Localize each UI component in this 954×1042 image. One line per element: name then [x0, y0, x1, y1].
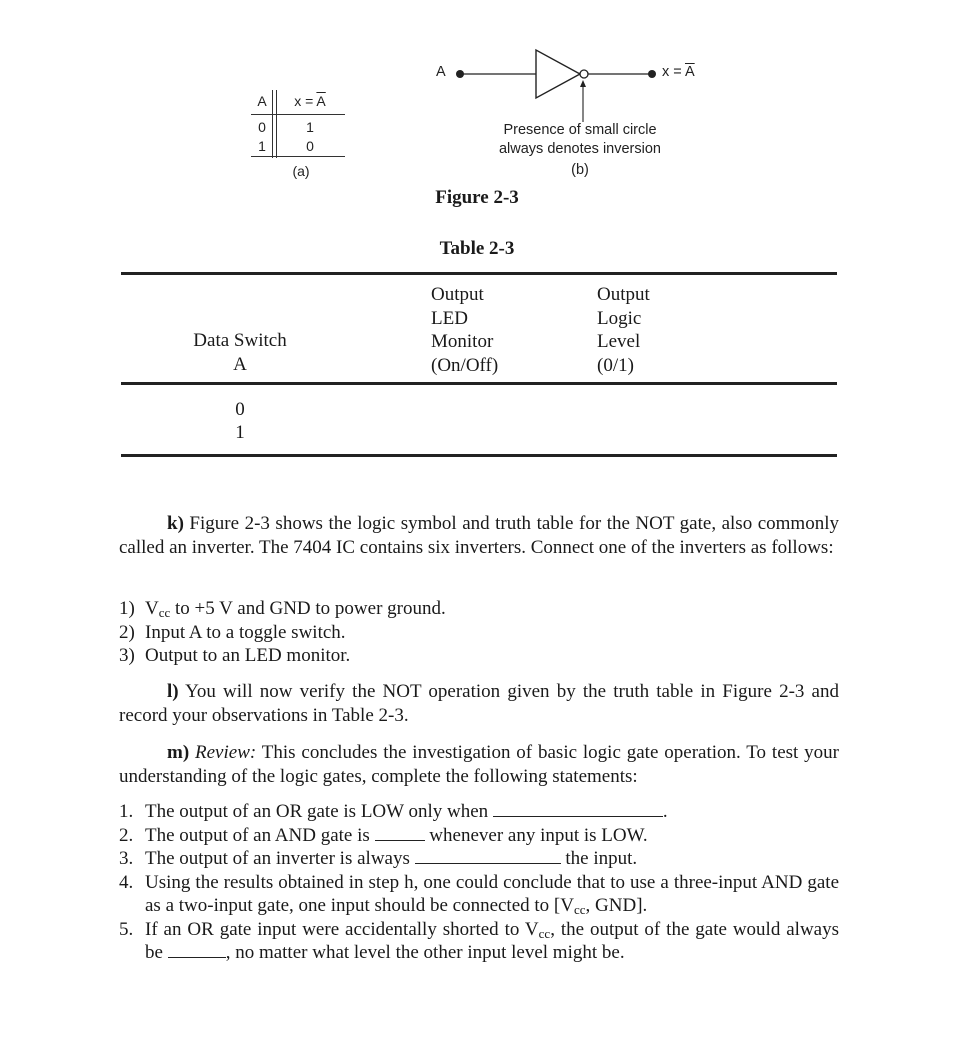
list-item-text: to +5 V and GND to power ground.	[170, 598, 446, 619]
step-k-label: k)	[167, 513, 184, 534]
answer-blank[interactable]	[415, 847, 561, 864]
statement-5	[119, 918, 839, 965]
truth-table-header-x	[279, 93, 341, 109]
table-top-rule	[121, 272, 837, 275]
step-l-paragraph	[119, 680, 839, 727]
list-item-text: Output to an LED monitor.	[145, 645, 351, 666]
truth-table-bottom-rule	[251, 156, 345, 157]
statement-text: The output of an OR gate is LOW only when	[145, 801, 493, 822]
table-row-1: 1	[235, 422, 245, 443]
header-col2-line1: Output	[431, 284, 484, 305]
inversion-note-line-1: Presence of small circle	[503, 122, 657, 138]
header-col1-line2: A	[233, 353, 247, 375]
header-col2-line2: LED	[431, 307, 468, 329]
header-col3-line4: (0/1)	[597, 354, 634, 376]
table-header-logic-level	[597, 283, 727, 377]
table-header-data-switch	[160, 329, 320, 376]
table-row-0: 0	[235, 399, 245, 420]
list-item-number: 1)	[119, 598, 135, 619]
vcc-subscript: cc	[538, 925, 551, 941]
truth-table-divider-left	[272, 90, 273, 158]
step-m-text: This concludes the investigation of basic logic gate operation. To test your understanding of the logic gates, complete the following statements:	[119, 742, 839, 787]
figure-caption: Figure 2-3	[435, 187, 519, 208]
vcc-subscript: cc	[158, 605, 171, 620]
statement-number: 5.	[119, 918, 134, 940]
statement-4	[119, 871, 839, 918]
statement-number: 3.	[119, 848, 134, 869]
header-col2-line3: Monitor	[431, 331, 494, 352]
statement-text: Using the results obtained in step h, one could conclude that to use a three-input AND gate as a two-input gate, one input should be connected to [V	[145, 871, 839, 916]
step-k-text: Figure 2-3 shows the logic symbol and truth table for the NOT gate, also commonly called an inverter. The 7404 IC contains six inverters. Connect one of the inverters as follows:	[119, 513, 839, 558]
list-item-number: 3)	[119, 645, 135, 666]
header-col3-line1: Output	[597, 284, 650, 305]
vcc-v: V	[145, 598, 159, 619]
list-item	[119, 621, 839, 645]
table-header-rule	[121, 382, 837, 385]
answer-blank[interactable]	[375, 824, 425, 841]
header-col3-line2: Logic	[597, 307, 642, 329]
step-m-review: Review:	[189, 742, 257, 763]
truth-table-row-1-x: 1	[306, 119, 314, 135]
inversion-note-line-2: always denotes inversion	[498, 141, 661, 157]
figure-a-label: (a)	[292, 163, 310, 179]
list-item	[119, 597, 839, 621]
output-label-bar: $\overline{A}$	[684, 64, 695, 80]
truth-table-row-2-x: 0	[306, 138, 314, 154]
truth-table-divider-right	[276, 90, 277, 158]
review-statements	[119, 800, 839, 965]
truth-table-row-1-a: 0	[258, 119, 266, 135]
list-item-number: 2)	[119, 621, 135, 643]
statement-text: The output of an AND gate is	[145, 824, 375, 846]
statement-text-end: whenever any input is LOW.	[424, 824, 648, 846]
step-k-list	[119, 597, 839, 668]
step-l-text: You will now verify the NOT operation given by the truth table in Figure 2-3 and record your observations in Table 2-3.	[119, 681, 839, 726]
vcc-subscript: cc	[573, 902, 586, 917]
truth-table-row-2-a: 1	[258, 138, 266, 154]
output-label-prefix: x =	[662, 64, 685, 80]
statement-text-end: .	[662, 801, 668, 822]
table-header-led-monitor	[431, 283, 561, 377]
statement-1	[119, 800, 839, 824]
statement-text-end: , GND].	[585, 895, 648, 916]
header-col2-line4: (On/Off)	[431, 354, 499, 376]
answer-blank[interactable]	[493, 800, 663, 817]
statement-text-mid: , the output of the gate would always be	[145, 918, 839, 963]
truth-table-header-a: A	[257, 93, 267, 109]
statement-2	[119, 824, 839, 848]
header-col1-line1: Data Switch	[193, 330, 287, 351]
inverter-input-label: A	[436, 64, 446, 80]
step-k-paragraph	[119, 512, 839, 559]
statement-text-end: , no matter what level the other input level might be.	[225, 942, 625, 963]
statement-number: 4.	[119, 871, 134, 893]
header-x-prefix: x =	[294, 93, 317, 109]
statement-number: 1.	[119, 801, 134, 822]
step-l-label: l)	[167, 681, 179, 702]
truth-table-header-rule	[251, 114, 345, 115]
figure-b-label: (b)	[571, 162, 589, 178]
header-col3-line3: Level	[597, 331, 641, 352]
statement-text: If an OR gate input were accidentally shorted to V	[145, 918, 539, 940]
table-bottom-rule	[121, 454, 837, 457]
statement-3	[119, 847, 839, 871]
statement-text: The output of an inverter is always	[145, 848, 415, 869]
answer-blank[interactable]	[168, 941, 226, 958]
inverter-output-label	[662, 64, 722, 80]
list-item-text: Input A to a toggle switch.	[145, 621, 346, 643]
header-x-bar: $\overline{A}$	[316, 93, 326, 109]
step-m-label: m)	[167, 742, 190, 763]
statement-number: 2.	[119, 824, 134, 846]
table-caption: Table 2-3	[439, 238, 515, 259]
step-m-paragraph	[119, 741, 839, 788]
list-item	[119, 644, 839, 668]
statement-text-end: the input.	[560, 848, 638, 869]
